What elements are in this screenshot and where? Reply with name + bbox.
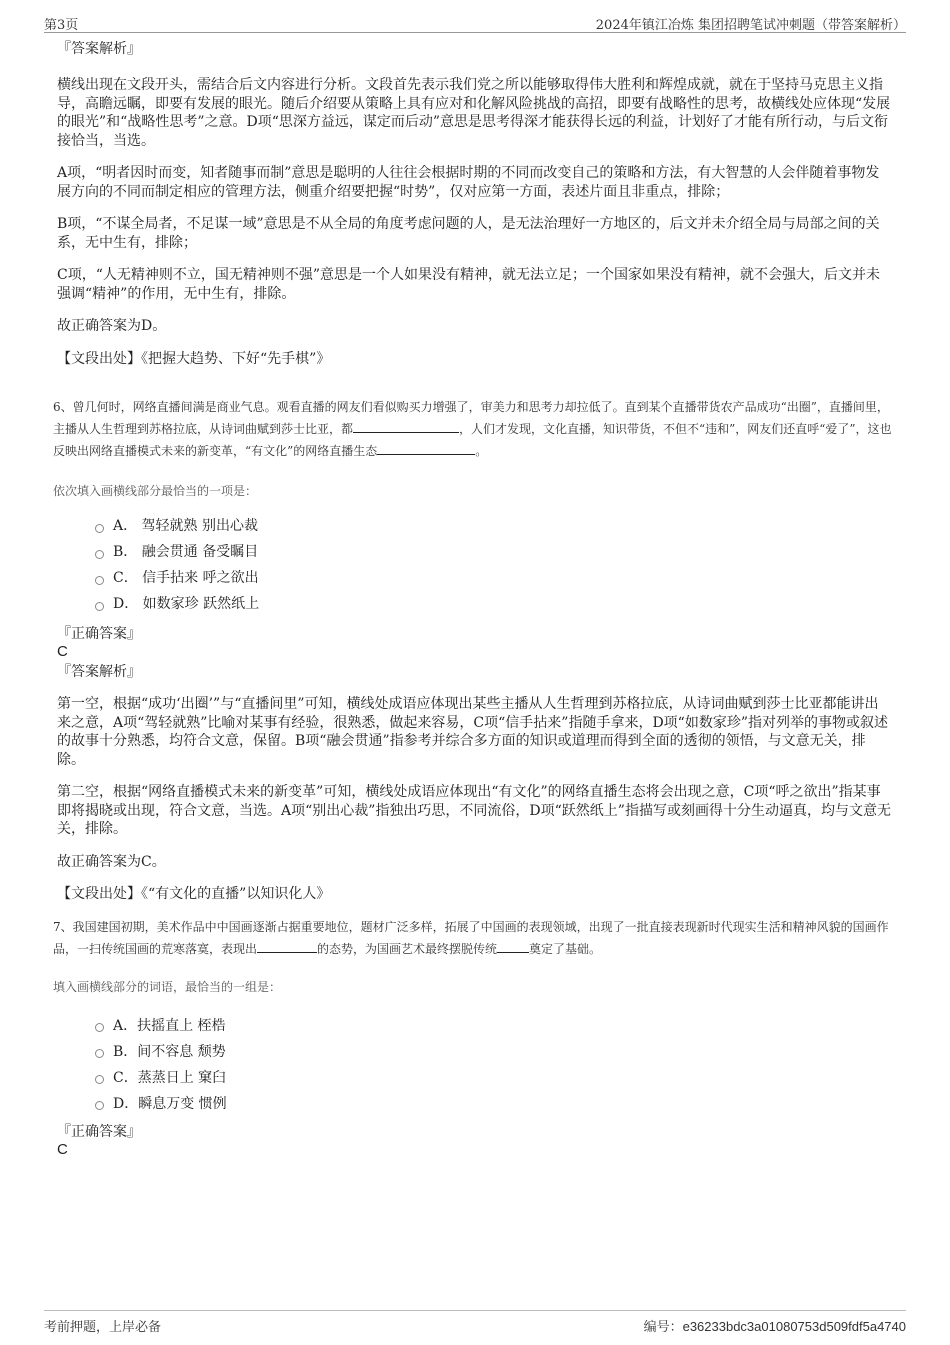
page-content xyxy=(53,40,892,1159)
analysis-paragraph: 第一空，根据“成功‘出圈’”与“直播间里”可知，横线处成语应体现出某些主播从人生哲理到苏格拉底，从诗词曲赋到莎士比亚都能讲出来之意，A项“驾轻就熟”比喻对某事有经验，很熟悉，做起来容易，C项“信手拈来”指随手拿来，D项“如数家珍”指对列举的事物或叙述的故事十分熟悉，均符合文意，保留。B项“融会贯通”指参考并综合多方面的知识或道理而得到全面的透彻的领悟，与文意无关，排除。 xyxy=(57,696,888,768)
document-id: 编号：e36233bdc3a01080753d509fdf5a4740 xyxy=(643,1319,906,1334)
option-b[interactable]: B． 融会贯通 备受瞩目 xyxy=(95,539,892,565)
conclusion: 故正确答案为D。 xyxy=(57,318,167,334)
option-c[interactable]: C．蒸蒸日上 窠臼 xyxy=(95,1065,892,1091)
page-footer xyxy=(44,1310,906,1335)
radio-icon[interactable] xyxy=(95,1101,104,1110)
page-number: 第3页 xyxy=(44,18,79,33)
fill-blank xyxy=(377,442,475,455)
analysis-title: 『答案解析』 xyxy=(57,41,141,57)
option-d[interactable]: D． 如数家珍 跃然纸上 xyxy=(95,591,892,617)
question-instruction: 填入画横线部分的词语，最恰当的一组是： xyxy=(53,979,282,994)
source-citation: 【文段出处】《“有文化的直播”以知识化人》 xyxy=(57,886,331,902)
analysis-paragraph: B项，“不谋全局者，不足谋一域”意思是不从全局的角度考虑问题的人，是无法治理好一方地区的，后文并未介绍全局与局部之间的关系，无中生有，排除； xyxy=(57,216,880,251)
correct-answer: C xyxy=(57,1140,68,1158)
radio-icon[interactable] xyxy=(95,550,104,559)
conclusion: 故正确答案为C。 xyxy=(57,853,166,870)
document-title: 2024年镇江冶炼 集团招聘笔试冲刺题（带答案解析） xyxy=(595,18,906,33)
question-6-text: 6、曾几何时，网络直播间满是商业气息。观看直播的网友们看似购买力增强了，审美力和思考力却拉低了。直到某个直播带货农产品成功“出圈”，直播间里，主播从人生哲理到苏格拉底，从诗词曲赋到莎士比亚，都 ，人们才发现，文化直播，知识带货，不但不“违和”，网友们还直呼“爱了”，这也反映出网络直播模式未来的新变革，“有文化”的网络直播生态 。 xyxy=(53,400,892,458)
fill-blank xyxy=(497,940,529,953)
options-list xyxy=(95,513,892,617)
analysis-title: 『答案解析』 xyxy=(57,664,141,680)
fill-blank xyxy=(257,940,317,953)
option-a[interactable]: A．扶摇直上 桎梏 xyxy=(95,1013,892,1039)
radio-icon[interactable] xyxy=(95,602,104,611)
footer-slogan: 考前押题，上岸必备 xyxy=(44,1320,162,1335)
correct-answer: C xyxy=(57,643,68,660)
analysis-paragraph: C项，“人无精神则不立，国无精神则不强”意思是一个人如果没有精神，就无法立足；一个国家如果没有精神，就不会强大，后文并未强调“精神”的作用，无中生有，排除。 xyxy=(57,267,881,302)
radio-icon[interactable] xyxy=(95,1049,104,1058)
fill-blank xyxy=(353,420,459,433)
question-instruction: 依次填入画横线部分最恰当的一项是： xyxy=(53,484,258,498)
correct-answer-title: 『正确答案』 xyxy=(57,626,141,642)
source-citation: 【文段出处】《把握大趋势、下好“先手棋”》 xyxy=(57,350,331,367)
option-a[interactable]: A． 驾轻就熟 别出心裁 xyxy=(95,513,892,539)
radio-icon[interactable] xyxy=(95,1023,104,1032)
page-header xyxy=(44,10,906,33)
radio-icon[interactable] xyxy=(95,576,104,585)
option-c[interactable]: C． 信手拈来 呼之欲出 xyxy=(95,565,892,591)
option-b[interactable]: B．间不容息 颓势 xyxy=(95,1039,892,1065)
question-7-text: 7、我国建国初期，美术作品中中国画逐渐占据重要地位，题材广泛多样，拓展了中国画的表现领域，出现了一批直接表现新时代现实生活和精神风貌的国画作品，一扫传统国画的荒寒落寞，表现出 的态势，为国画艺术最终摆脱传统 奠定了基础。 xyxy=(53,919,889,956)
radio-icon[interactable] xyxy=(95,1075,104,1084)
analysis-paragraph: 第二空，根据“网络直播模式未来的新变革”可知，横线处成语应体现出“有文化”的网络直播生态将会出现之意，C项“呼之欲出”指某事即将揭晓或出现，符合文意，当选。A项“别出心裁”指独出巧思，不同流俗，D项“跃然纸上”指描写或刻画得十分生动逼真，均与文意无关，排除。 xyxy=(57,784,891,837)
options-list xyxy=(95,1013,892,1117)
analysis-paragraph: A项，“明者因时而变，知者随事而制”意思是聪明的人往往会根据时期的不同而改变自己的策略和方法，有大智慧的人会伴随着事物发展方向的不同而制定相应的管理方法，侧重介绍要把握“时势”，仅对应第一方面，表述片面且非重点，排除； xyxy=(57,165,880,200)
option-d[interactable]: D．瞬息万变 惯例 xyxy=(95,1091,892,1117)
correct-answer-title: 『正确答案』 xyxy=(57,1123,141,1140)
analysis-paragraph: 横线出现在文段开头，需结合后文内容进行分析。文段首先表示我们党之所以能够取得伟大胜利和辉煌成就，就在于坚持马克思主义指导，高瞻远瞩，即要有发展的眼光。随后介绍要从策略上具有应对和化解风险挑战的高招，即要有战略性的思考，故横线处应体现“发展的眼光”和“战略性思考”之意。D项“思深方益远，谋定而后动”意思是思考得深才能获得长远的利益，计划好了才能有所行动，与后文衔接恰当，当选。 xyxy=(57,77,891,149)
radio-icon[interactable] xyxy=(95,524,104,533)
